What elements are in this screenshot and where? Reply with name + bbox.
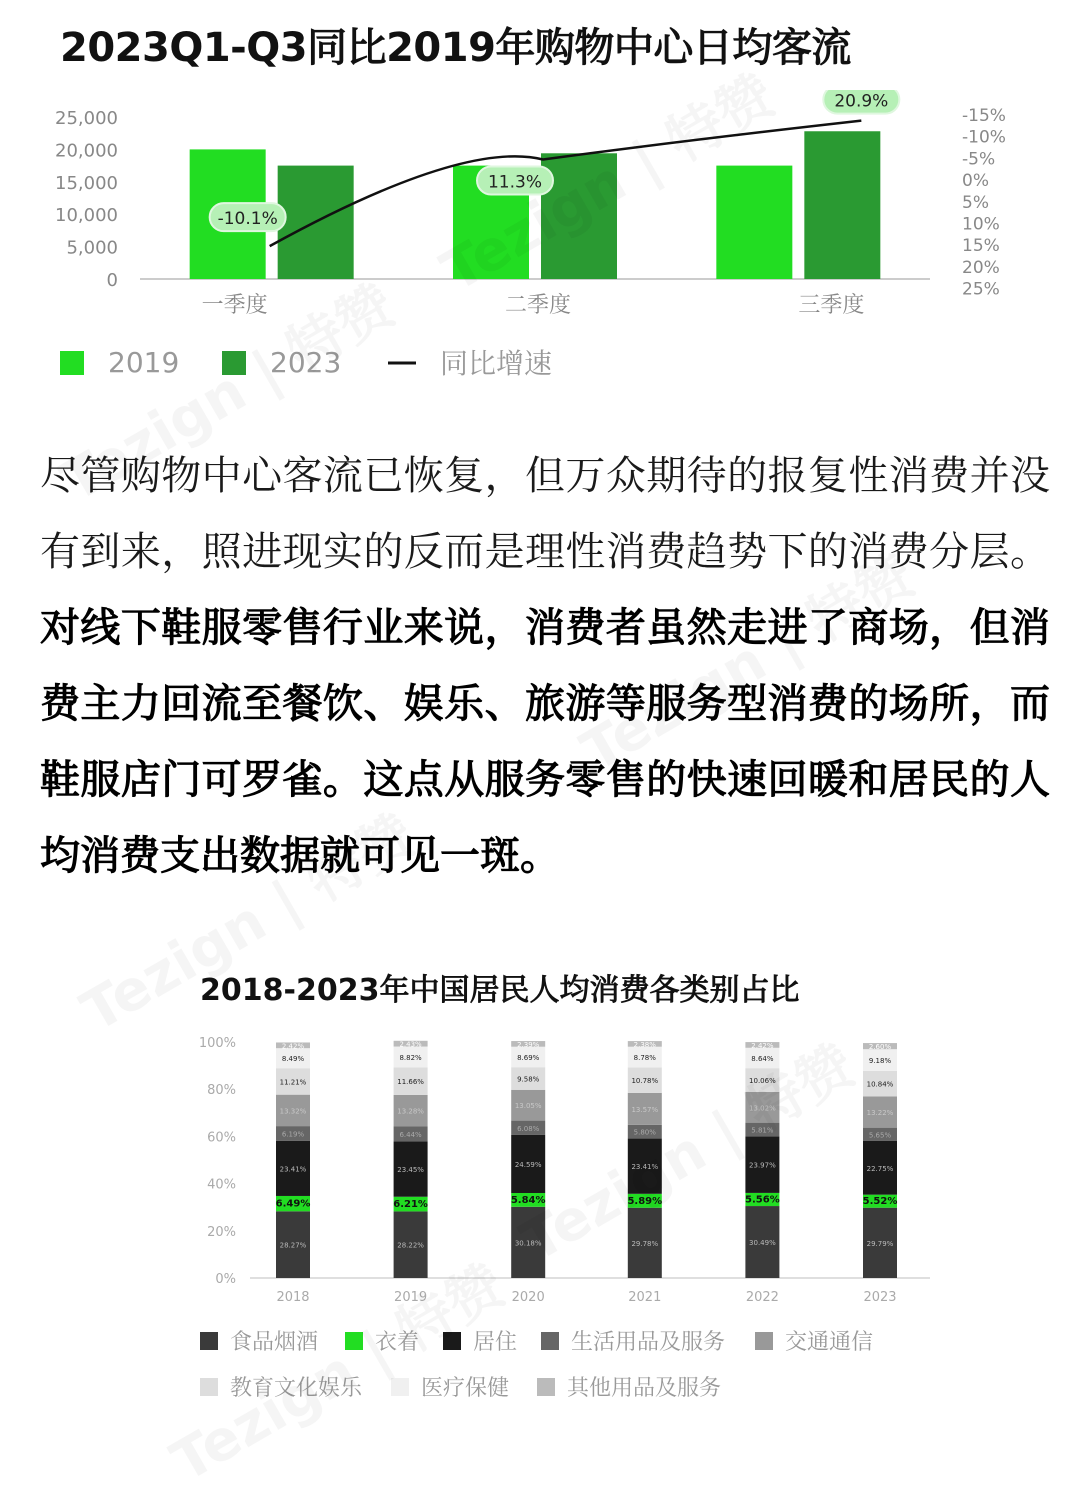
- segment-label: 5.80%: [633, 1128, 656, 1137]
- chart1-title: 2023Q1-Q3同比2019年购物中心日均客流: [60, 25, 851, 71]
- y-tick-label: 20,000: [55, 140, 118, 162]
- segment-label: 5.81%: [751, 1126, 774, 1135]
- segment-label: 5.89%: [627, 1195, 663, 1207]
- legend-label: 生活用品及服务: [571, 1330, 726, 1355]
- y-tick-label: 60%: [207, 1130, 236, 1146]
- y2-tick-label: 5%: [962, 192, 989, 213]
- segment-label: 24.59%: [514, 1160, 542, 1169]
- legend-swatch: [541, 1332, 559, 1350]
- legend-label: 交通通信: [785, 1330, 874, 1355]
- growth-label: 20.9%: [834, 91, 889, 112]
- segment-label: 2.38%: [633, 1040, 656, 1049]
- segment-label: 6.21%: [393, 1199, 428, 1211]
- y2-tick-label: 15%: [962, 236, 1000, 257]
- legend-label: 2023: [270, 346, 342, 379]
- body-paragraph: [40, 438, 1050, 894]
- legend-swatch-2019: [60, 351, 84, 375]
- segment-label: 11.21%: [279, 1078, 307, 1087]
- segment-label: 5.56%: [745, 1194, 780, 1206]
- y-tick-label: 5,000: [66, 237, 118, 259]
- segment-label: 10.06%: [749, 1077, 776, 1086]
- segment-label: 22.75%: [866, 1164, 894, 1173]
- segment-label: 2.60%: [868, 1043, 892, 1052]
- body-text-normal: 尽管购物中心客流已恢复，但万众期待的报复性消费并没有到来，照进现实的反而是理性消费趋势下的消费分层。: [40, 453, 1050, 575]
- x-tick-label: 二季度: [504, 293, 572, 318]
- y2-tick-label: -5%: [962, 149, 996, 170]
- segment-label: 2.43%: [399, 1040, 422, 1049]
- legend-swatch: [200, 1378, 218, 1396]
- segment-label: 11.66%: [397, 1078, 424, 1087]
- legend-swatch-2023: [222, 351, 246, 375]
- legend-swatch: [443, 1332, 461, 1350]
- legend-label: 居住: [473, 1330, 518, 1355]
- y-tick-label: 100%: [198, 1036, 236, 1051]
- segment-label: 9.18%: [868, 1057, 892, 1066]
- y-tick-label: 0: [106, 270, 118, 291]
- legend-swatch: [200, 1332, 218, 1350]
- legend-label: 医疗保健: [421, 1376, 510, 1401]
- segment-label: 8.69%: [517, 1053, 540, 1062]
- legend-label: 教育文化娱乐: [230, 1376, 363, 1401]
- segment-label: 6.44%: [399, 1130, 422, 1139]
- segment-label: 29.78%: [631, 1239, 659, 1248]
- growth-label: -10.1%: [217, 209, 278, 230]
- segment-label: 9.58%: [517, 1075, 540, 1084]
- segment-label: 8.82%: [399, 1053, 422, 1062]
- x-tick-label: 2023: [863, 1290, 897, 1305]
- y2-tick-label: -10%: [962, 127, 1006, 148]
- chart2-plot: [0, 1020, 1080, 1420]
- segment-label: 10.78%: [631, 1077, 659, 1086]
- y2-tick-label: 10%: [962, 214, 1000, 235]
- segment-label: 29.79%: [866, 1239, 894, 1248]
- body-text-bold: 对线下鞋服零售行业来说，消费者虽然走进了商场，但消费主力回流至餐饮、娱乐、旅游等服务型消费的场所，而鞋服店门可罗雀。这点从服务零售的快速回暖和居民的人均消费支出数据就可见一斑。: [40, 605, 1050, 879]
- y2-tick-label: 25%: [962, 279, 1000, 300]
- legend-swatch: [345, 1332, 363, 1350]
- y-tick-label: 10,000: [55, 205, 118, 227]
- segment-label: 23.97%: [749, 1161, 776, 1170]
- legend-label: 衣着: [375, 1330, 420, 1355]
- segment-label: 13.32%: [279, 1107, 307, 1116]
- y-tick-label: 0%: [215, 1272, 236, 1287]
- segment-label: 6.49%: [275, 1198, 311, 1210]
- x-tick-label: 一季度: [201, 293, 268, 318]
- legend-label: 2019: [108, 346, 180, 379]
- y2-tick-label: -15%: [962, 106, 1006, 126]
- bar-2019-三季度: [716, 166, 792, 279]
- legend-swatch: [537, 1378, 555, 1396]
- x-tick-label: 2021: [628, 1290, 662, 1305]
- segment-label: 23.45%: [397, 1166, 424, 1175]
- legend-label: 食品烟酒: [230, 1330, 319, 1355]
- y-tick-label: 80%: [207, 1083, 236, 1099]
- x-tick-label: 2022: [745, 1290, 779, 1305]
- segment-label: 5.84%: [510, 1194, 546, 1206]
- segment-label: 8.64%: [751, 1054, 774, 1063]
- y-tick-label: 20%: [207, 1224, 236, 1240]
- segment-label: 8.49%: [281, 1055, 305, 1064]
- legend-swatch: [391, 1378, 409, 1396]
- segment-label: 13.22%: [866, 1109, 894, 1118]
- chart1-plot: [0, 90, 1080, 400]
- legend-label: 其他用品及服务: [567, 1376, 722, 1401]
- segment-label: 5.65%: [868, 1131, 892, 1140]
- segment-label: 13.57%: [631, 1105, 659, 1114]
- segment-label: 10.84%: [866, 1080, 894, 1089]
- chart2-title: 2018-2023年中国居民人均消费各类别占比: [200, 973, 800, 1008]
- segment-label: 13.02%: [749, 1104, 776, 1113]
- segment-label: 2.42%: [751, 1041, 774, 1050]
- legend-swatch: [755, 1332, 773, 1350]
- segment-label: 30.49%: [749, 1239, 776, 1248]
- segment-label: 2.39%: [517, 1040, 540, 1049]
- y2-tick-label: 0%: [962, 171, 989, 192]
- segment-label: 8.78%: [633, 1054, 656, 1063]
- x-tick-label: 三季度: [798, 293, 865, 318]
- segment-label: 2.42%: [281, 1042, 305, 1051]
- x-tick-label: 2019: [394, 1290, 428, 1305]
- segment-label: 23.41%: [279, 1165, 307, 1174]
- growth-label: 11.3%: [487, 172, 543, 193]
- segment-label: 6.08%: [517, 1124, 540, 1133]
- segment-label: 28.22%: [397, 1241, 424, 1250]
- bar-2023-三季度: [804, 131, 880, 279]
- y-tick-label: 25,000: [55, 108, 118, 129]
- segment-label: 6.19%: [281, 1130, 305, 1139]
- segment-label: 5.52%: [862, 1196, 898, 1208]
- bar-2023-二季度: [541, 153, 617, 279]
- y-tick-label: 40%: [207, 1177, 236, 1193]
- segment-label: 28.27%: [279, 1241, 307, 1250]
- y-tick-label: 15,000: [55, 172, 118, 194]
- segment-label: 13.28%: [397, 1107, 424, 1116]
- x-tick-label: 2018: [276, 1290, 310, 1305]
- segment-label: 23.41%: [631, 1163, 659, 1172]
- legend-label: 同比增速: [440, 347, 553, 380]
- y2-tick-label: 20%: [962, 257, 1000, 278]
- x-tick-label: 2020: [511, 1290, 545, 1305]
- segment-label: 13.05%: [514, 1102, 542, 1111]
- segment-label: 30.18%: [514, 1239, 542, 1248]
